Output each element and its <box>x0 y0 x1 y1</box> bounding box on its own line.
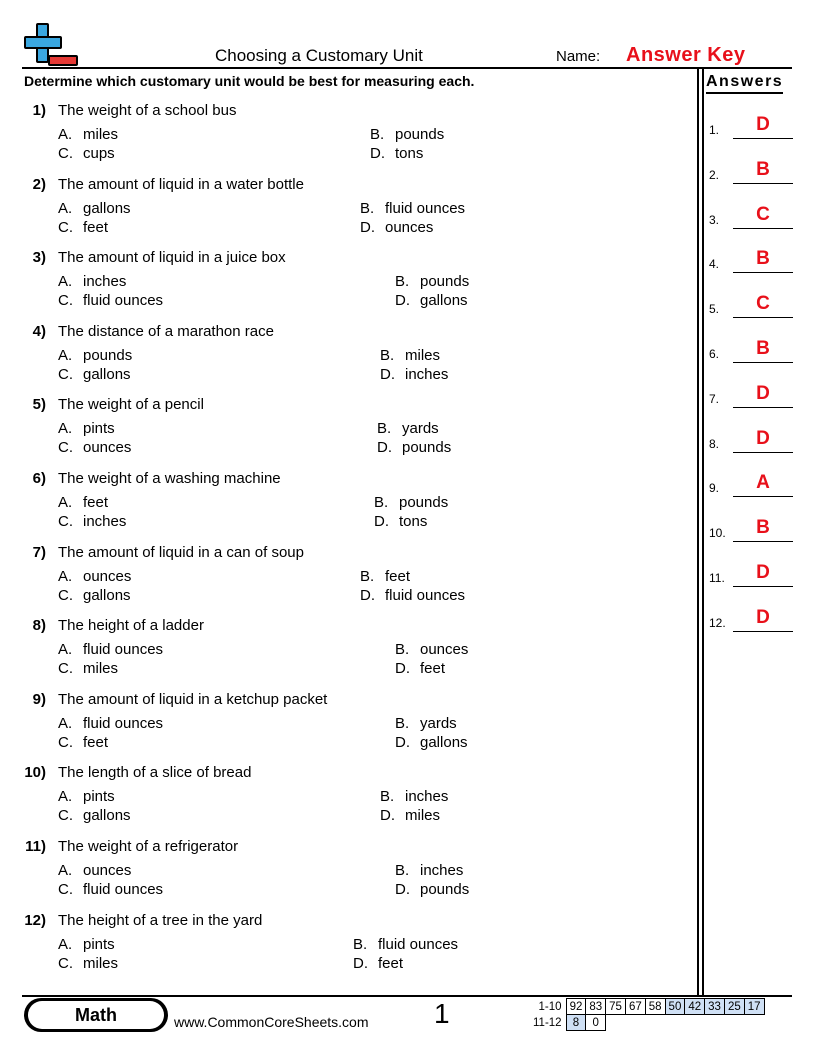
answer-line <box>733 317 793 318</box>
answer-number: 11. <box>709 571 725 585</box>
answer-number: 5. <box>709 302 720 316</box>
option-letter: C. <box>58 660 73 677</box>
option-text: pounds <box>420 273 470 290</box>
option-a <box>58 420 115 437</box>
option-letter: C. <box>58 219 73 236</box>
option-text: ounces <box>420 641 469 658</box>
option-b <box>353 936 458 953</box>
option-d <box>360 219 433 236</box>
option-b <box>395 273 469 290</box>
answer-number: 4. <box>709 257 720 271</box>
question-text: The amount of liquid in a ketchup packet <box>58 691 328 708</box>
option-text: ounces <box>83 439 132 456</box>
score-row-label: 11-12 <box>533 1016 562 1029</box>
answer-number: 9. <box>709 481 720 495</box>
option-letter: C. <box>58 955 73 972</box>
option-a <box>58 788 115 805</box>
option-text: feet <box>420 660 446 677</box>
question-5 <box>0 396 690 466</box>
option-b <box>380 788 448 805</box>
option-a <box>58 641 163 658</box>
option-letter: C. <box>58 366 73 383</box>
option-text: gallons <box>420 292 468 309</box>
option-text: fluid ounces <box>378 936 459 953</box>
option-text: feet <box>83 734 109 751</box>
answer-number: 3. <box>709 213 720 227</box>
option-c <box>58 955 118 972</box>
option-text: miles <box>83 660 119 677</box>
score-cell: 67 <box>625 999 645 1015</box>
question-12 <box>0 912 690 982</box>
option-b <box>360 568 410 585</box>
answer-number: 2. <box>709 168 720 182</box>
score-cell: 33 <box>705 999 725 1015</box>
site-url: www.CommonCoreSheets.com <box>174 1014 369 1030</box>
option-d <box>395 881 469 898</box>
answer-line <box>733 138 793 139</box>
option-letter: C. <box>58 881 73 898</box>
score-cell: 17 <box>744 999 764 1015</box>
score-cell: 58 <box>645 999 665 1015</box>
question-number: 9) <box>32 691 46 708</box>
option-letter: D. <box>374 513 389 530</box>
answer-letter: B <box>756 159 770 180</box>
option-letter: C. <box>58 734 73 751</box>
subject-badge <box>24 998 168 1032</box>
option-letter: B. <box>395 862 410 879</box>
option-text: gallons <box>83 807 131 824</box>
answer-letter: A <box>756 472 770 493</box>
question-text: The weight of a refrigerator <box>58 838 239 855</box>
answer-number: 12. <box>709 616 726 630</box>
answer-row-5 <box>709 292 793 318</box>
option-letter: C. <box>58 292 73 309</box>
question-number: 5) <box>32 396 46 413</box>
answer-line <box>733 272 793 273</box>
option-text: gallons <box>83 587 131 604</box>
option-letter: B. <box>360 200 375 217</box>
question-text: The weight of a pencil <box>58 396 204 413</box>
option-a <box>58 126 118 143</box>
option-text: ounces <box>83 568 132 585</box>
plus-minus-logo-icon <box>24 23 80 69</box>
question-number: 8) <box>32 617 46 634</box>
question-text: The amount of liquid in a juice box <box>58 249 286 266</box>
instructions: Determine which customary unit would be best for measuring each. <box>24 73 475 89</box>
option-letter: B. <box>395 715 410 732</box>
option-text: inches <box>420 862 464 879</box>
option-text: miles <box>83 955 119 972</box>
option-letter: A. <box>58 200 73 217</box>
option-letter: D. <box>395 292 410 309</box>
answer-letter: D <box>756 383 770 404</box>
page-number: 1 <box>434 998 450 1029</box>
option-b <box>380 347 440 364</box>
option-letter: D. <box>395 881 410 898</box>
option-c <box>58 587 131 604</box>
question-9 <box>0 691 690 761</box>
option-d <box>395 292 468 309</box>
question-8 <box>0 617 690 687</box>
option-text: pounds <box>402 439 452 456</box>
option-c <box>58 807 131 824</box>
option-b <box>395 715 457 732</box>
answer-line <box>733 541 793 542</box>
option-text: pounds <box>395 126 445 143</box>
answer-number: 1. <box>709 123 720 137</box>
score-cell: 42 <box>685 999 705 1015</box>
question-text: The amount of liquid in a can of soup <box>58 544 304 561</box>
option-b <box>360 200 465 217</box>
option-text: miles <box>405 347 441 364</box>
option-text: fluid ounces <box>83 881 164 898</box>
option-letter: A. <box>58 641 73 658</box>
option-b <box>374 494 448 511</box>
option-c <box>58 439 131 456</box>
option-d <box>360 587 465 604</box>
option-d <box>380 807 440 824</box>
option-text: ounces <box>83 862 132 879</box>
question-number: 7) <box>32 544 46 561</box>
score-cell: 0 <box>586 1015 606 1031</box>
option-d <box>395 660 445 677</box>
page-title: Choosing a Customary Unit <box>215 46 423 65</box>
option-letter: A. <box>58 347 73 364</box>
option-letter: A. <box>58 126 73 143</box>
option-text: tons <box>395 145 424 162</box>
score-cell: 92 <box>566 999 586 1015</box>
option-text: pints <box>83 788 115 805</box>
score-cell: 83 <box>586 999 606 1015</box>
answer-row-2 <box>709 158 793 184</box>
answer-letter: D <box>756 607 770 628</box>
option-text: feet <box>378 955 404 972</box>
answer-line <box>733 407 793 408</box>
question-number: 6) <box>32 470 46 487</box>
option-c <box>58 292 163 309</box>
option-c <box>58 513 126 530</box>
answer-letter: D <box>756 428 770 449</box>
question-number: 4) <box>32 323 46 340</box>
option-text: pounds <box>83 347 133 364</box>
option-letter: D. <box>395 660 410 677</box>
option-letter: D. <box>377 439 392 456</box>
option-letter: B. <box>380 788 395 805</box>
question-2 <box>0 176 690 246</box>
question-number: 3) <box>32 249 46 266</box>
option-letter: C. <box>58 587 73 604</box>
question-number: 11) <box>25 838 46 855</box>
option-text: yards <box>420 715 457 732</box>
option-c <box>58 219 108 236</box>
answers-column-divider-inner <box>702 67 704 995</box>
answer-letter: B <box>756 517 770 538</box>
option-text: fluid ounces <box>83 715 164 732</box>
question-text: The height of a ladder <box>58 617 204 634</box>
answer-row-12 <box>709 606 793 632</box>
score-row-11-12 <box>530 1015 764 1031</box>
score-row-1-10 <box>530 999 764 1015</box>
option-a <box>58 568 131 585</box>
option-text: pints <box>83 420 115 437</box>
score-table <box>530 998 765 1031</box>
option-letter: B. <box>360 568 375 585</box>
option-letter: A. <box>58 788 73 805</box>
option-letter: D. <box>353 955 368 972</box>
option-letter: C. <box>58 145 73 162</box>
option-letter: B. <box>374 494 389 511</box>
option-letter: B. <box>380 347 395 364</box>
answer-row-10 <box>709 516 793 542</box>
option-text: gallons <box>420 734 468 751</box>
answer-letter: B <box>756 338 770 359</box>
option-letter: A. <box>58 715 73 732</box>
option-text: pounds <box>399 494 449 511</box>
option-text: yards <box>402 420 439 437</box>
option-c <box>58 660 118 677</box>
option-a <box>58 273 126 290</box>
option-c <box>58 366 131 383</box>
option-letter: B. <box>370 126 385 143</box>
answer-letter: C <box>756 293 770 314</box>
option-letter: D. <box>360 219 375 236</box>
option-b <box>377 420 439 437</box>
question-10 <box>0 764 690 834</box>
option-a <box>58 200 131 217</box>
name-label: Name: <box>556 48 601 65</box>
question-text: The weight of a washing machine <box>58 470 281 487</box>
option-letter: D. <box>395 734 410 751</box>
option-letter: B. <box>353 936 368 953</box>
option-d <box>370 145 423 162</box>
question-text: The height of a tree in the yard <box>58 912 263 929</box>
option-d <box>395 734 468 751</box>
answer-row-7 <box>709 382 793 408</box>
option-c <box>58 734 108 751</box>
question-text: The amount of liquid in a water bottle <box>58 176 304 193</box>
answer-row-6 <box>709 337 793 363</box>
question-11 <box>0 838 690 908</box>
answer-number: 7. <box>709 392 720 406</box>
option-text: fluid ounces <box>385 200 466 217</box>
option-b <box>395 862 463 879</box>
option-letter: B. <box>395 273 410 290</box>
option-letter: A. <box>58 936 73 953</box>
option-text: gallons <box>83 366 131 383</box>
option-text: fluid ounces <box>83 641 164 658</box>
option-letter: D. <box>370 145 385 162</box>
score-cell: 25 <box>724 999 744 1015</box>
answer-line <box>733 183 793 184</box>
option-letter: A. <box>58 273 73 290</box>
answer-row-3 <box>709 203 793 229</box>
option-text: ounces <box>385 219 434 236</box>
question-number: 2) <box>32 176 46 193</box>
question-number: 12) <box>24 912 46 929</box>
answer-row-8 <box>709 427 793 453</box>
answer-line <box>733 452 793 453</box>
question-text: The distance of a marathon race <box>58 323 274 340</box>
answers-column-divider <box>697 67 699 995</box>
option-text: cups <box>83 145 115 162</box>
option-letter: A. <box>58 494 73 511</box>
option-letter: D. <box>360 587 375 604</box>
score-row-label: 1-10 <box>538 1000 562 1013</box>
option-a <box>58 494 108 511</box>
answer-number: 6. <box>709 347 720 361</box>
answer-row-9 <box>709 471 793 497</box>
option-text: miles <box>83 126 119 143</box>
option-d <box>353 955 403 972</box>
answer-letter: B <box>756 248 770 269</box>
option-text: pounds <box>420 881 470 898</box>
option-letter: B. <box>395 641 410 658</box>
option-text: miles <box>405 807 441 824</box>
answer-number: 8. <box>709 437 720 451</box>
question-text: The length of a slice of bread <box>58 764 252 781</box>
option-letter: D. <box>380 807 395 824</box>
option-text: gallons <box>83 200 131 217</box>
option-text: fluid ounces <box>83 292 164 309</box>
answers-heading: Answers <box>706 72 783 94</box>
question-7 <box>0 544 690 614</box>
question-text: The weight of a school bus <box>58 102 237 119</box>
option-c <box>58 881 163 898</box>
option-text: inches <box>83 273 127 290</box>
question-number: 1) <box>32 102 46 119</box>
score-cell: 50 <box>665 999 685 1015</box>
answer-letter: D <box>756 114 770 135</box>
option-a <box>58 862 131 879</box>
option-text: inches <box>83 513 127 530</box>
option-b <box>370 126 444 143</box>
question-3 <box>0 249 690 319</box>
answer-row-4 <box>709 247 793 273</box>
option-text: tons <box>399 513 428 530</box>
question-number: 10) <box>24 764 46 781</box>
option-letter: B. <box>377 420 392 437</box>
option-d <box>377 439 451 456</box>
answer-line <box>733 631 793 632</box>
option-text: inches <box>405 366 449 383</box>
answer-number: 10. <box>709 526 726 540</box>
question-6 <box>0 470 690 540</box>
option-b <box>395 641 468 658</box>
answer-letter: C <box>756 204 770 225</box>
top-divider <box>22 67 792 69</box>
option-c <box>58 145 115 162</box>
subject-label: Math <box>28 1001 164 1029</box>
answer-row-1 <box>709 113 793 139</box>
answer-letter: D <box>756 562 770 583</box>
question-4 <box>0 323 690 393</box>
score-cell: 8 <box>566 1015 586 1031</box>
option-a <box>58 936 115 953</box>
option-text: feet <box>385 568 411 585</box>
option-text: pints <box>83 936 115 953</box>
option-letter: A. <box>58 420 73 437</box>
answer-line <box>733 362 793 363</box>
option-letter: C. <box>58 439 73 456</box>
option-text: inches <box>405 788 449 805</box>
option-a <box>58 715 163 732</box>
option-text: feet <box>83 219 109 236</box>
answer-row-11 <box>709 561 793 587</box>
option-letter: C. <box>58 513 73 530</box>
option-letter: A. <box>58 568 73 585</box>
option-d <box>380 366 448 383</box>
option-d <box>374 513 427 530</box>
question-1 <box>0 102 690 172</box>
option-a <box>58 347 132 364</box>
answer-line <box>733 496 793 497</box>
option-letter: D. <box>380 366 395 383</box>
score-cell: 75 <box>606 999 626 1015</box>
answer-line <box>733 586 793 587</box>
answer-key-label: Answer Key <box>626 44 746 66</box>
answer-line <box>733 228 793 229</box>
option-text: feet <box>83 494 109 511</box>
option-letter: C. <box>58 807 73 824</box>
option-text: fluid ounces <box>385 587 466 604</box>
bottom-divider <box>22 995 792 997</box>
option-letter: A. <box>58 862 73 879</box>
